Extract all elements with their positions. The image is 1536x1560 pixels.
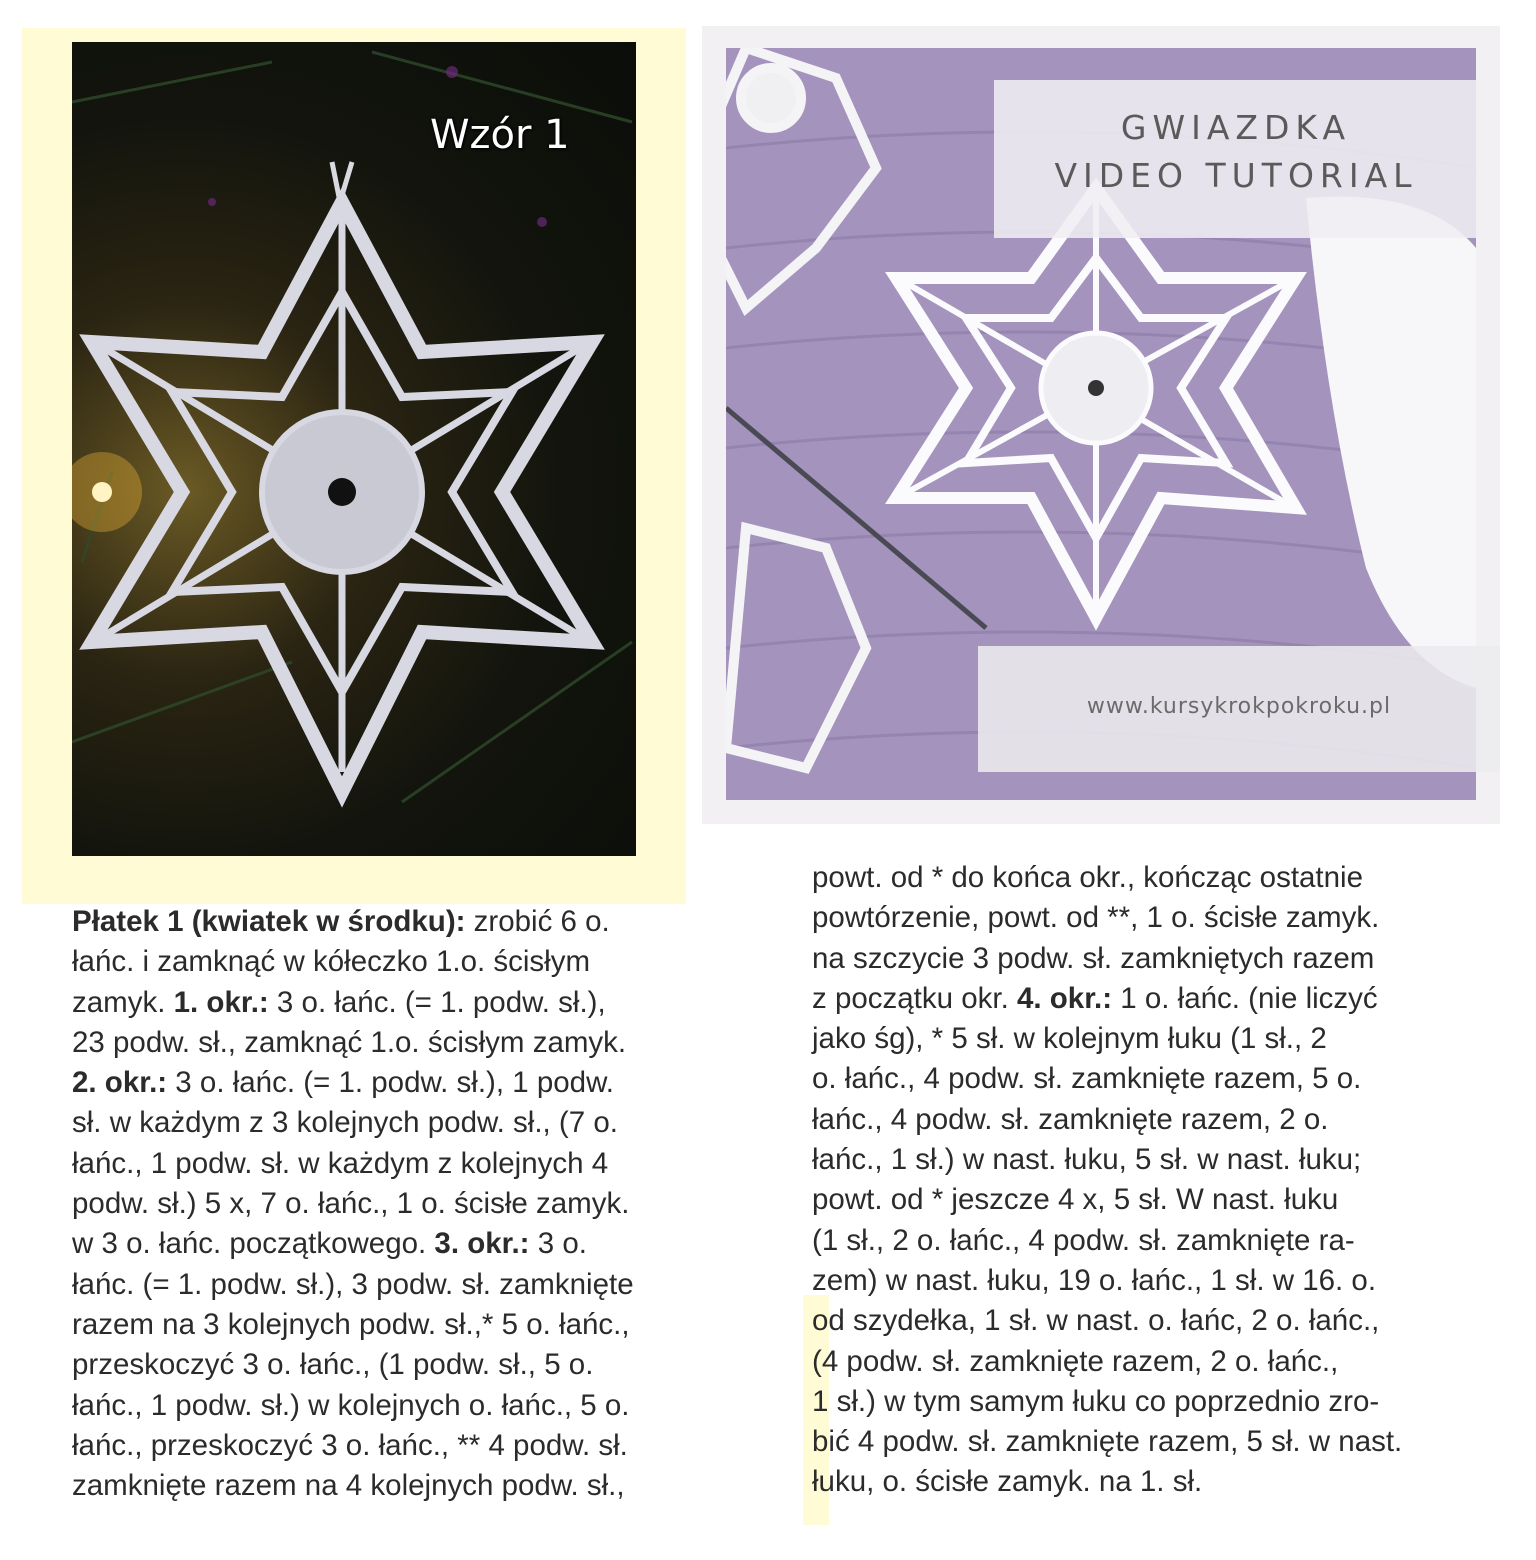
instruction-line (812, 979, 1376, 1019)
instruction-line (812, 1059, 1376, 1099)
instruction-text: powt. od * jeszcze 4 x, 5 sł. W nast. łuku (812, 1183, 1339, 1217)
instruction-text: od szydełka, 1 sł. w nast. o. łańc, 2 o. łańc., (812, 1304, 1380, 1338)
instruction-line (812, 1180, 1376, 1220)
instruction-line (812, 1301, 1380, 1341)
instruction-line (72, 1345, 636, 1385)
instruction-line (812, 898, 1380, 938)
instruction-text: 23 podw. sł., zamknąć 1.o. ścisłym zamyk. (72, 1025, 627, 1059)
instruction-line (72, 902, 636, 942)
instruction-line (812, 1019, 1376, 1059)
instruction-text: w 3 o. łańc. początkowego. (72, 1227, 435, 1261)
instruction-text: bić 4 podw. sł. zamknięte razem, 5 sł. w nast. (812, 1425, 1403, 1459)
instruction-line (812, 1100, 1376, 1140)
instruction-text: łańc. i zamknąć w kółeczko 1.o. ścisłym (72, 945, 591, 979)
round-heading: 2. okr.: (72, 1066, 168, 1100)
instruction-line (72, 1184, 636, 1224)
instruction-line (72, 1224, 636, 1264)
instruction-text: 3 o. (529, 1227, 587, 1261)
instruction-line (72, 1305, 636, 1345)
instruction-line (812, 1382, 1380, 1422)
instruction-text: 1 sł.) w tym samym łuku co poprzednio zro- (812, 1384, 1380, 1418)
instruction-line (812, 858, 1376, 898)
instruction-text: 3 o. łańc. (= 1. podw. sł.), (268, 985, 606, 1019)
instruction-text: o. łańc., 4 podw. sł. zamknięte razem, 5 o. (812, 1062, 1362, 1096)
instruction-text: powt. od * do końca okr., kończąc ostatnie (812, 861, 1363, 894)
tutorial-title-line2: VIDEO TUTORIAL (1054, 156, 1418, 195)
round-heading: 3. okr.: (434, 1227, 530, 1261)
crochet-star-illustration (72, 42, 636, 856)
round-heading: 1. okr.: (173, 985, 269, 1019)
instruction-text: (4 podw. sł. zamknięte razem, 2 o. łańc., (812, 1344, 1339, 1378)
website-url: www.kursykrokpokroku.pl (1086, 694, 1392, 719)
instruction-text: łańc. (= 1. podw. sł.), 3 podw. sł. zamknięte (72, 1267, 634, 1301)
instruction-text: jako śg), * 5 sł. w kolejnym łuku (1 sł., 2 (812, 1022, 1327, 1056)
instruction-line (72, 1023, 636, 1063)
instruction-line (72, 1426, 636, 1466)
instruction-line (812, 1261, 1376, 1301)
instruction-line (72, 983, 636, 1023)
snowflake-photo-left (72, 42, 636, 856)
instruction-text: powtórzenie, powt. od **, 1 o. ścisłe zamyk. (812, 901, 1380, 935)
round-heading: Płatek 1 (kwiatek w środku): (72, 905, 466, 938)
instruction-text: łańc., 4 podw. sł. zamknięte razem, 2 o. (812, 1102, 1329, 1136)
instruction-text: zamknięte razem na 4 kolejnych podw. sł., (72, 1469, 625, 1503)
instruction-text: łańc., 1 podw. sł.) w kolejnych o. łańc., 5 o. (72, 1388, 630, 1422)
instruction-line (72, 942, 636, 982)
instruction-text: (1 sł., 2 o. łańc., 4 podw. sł. zamknięte ra- (812, 1223, 1355, 1257)
instruction-line (812, 1342, 1376, 1382)
instruction-text: podw. sł.) 5 x, 7 o. łańc., 1 o. ścisłe zamyk. (72, 1187, 630, 1221)
instruction-text: łańc., przeskoczyć 3 o. łańc., ** 4 podw. sł. (72, 1428, 628, 1462)
instruction-text: sł. w każdym z 3 kolejnych podw. sł., (7 o. (72, 1106, 618, 1140)
instruction-line (72, 1386, 636, 1426)
instruction-line (812, 1422, 1403, 1462)
instruction-text: razem na 3 kolejnych podw. sł.,* 5 o. łańc., (72, 1307, 630, 1341)
instructions-right-column (812, 858, 1403, 1503)
instruction-text: zem) w nast. łuku, 19 o. łańc., 1 sł. w 16. o. (812, 1263, 1377, 1297)
instruction-text: zamyk. (72, 985, 174, 1019)
instruction-text: przeskoczyć 3 o. łańc., (1 podw. sł., 5 o. (72, 1348, 594, 1382)
instruction-text: zrobić 6 o. (465, 905, 610, 938)
instruction-text: łuku, o. ścisłe zamyk. na 1. sł. (812, 1465, 1203, 1499)
instruction-text: na szczycie 3 podw. sł. zamkniętych razem (812, 941, 1375, 975)
instruction-line (72, 1144, 636, 1184)
round-heading: 4. okr.: (1016, 981, 1113, 1015)
pattern-title: Wzór 1 (430, 112, 570, 158)
instruction-text: łańc., 1 sł.) w nast. łuku, 5 sł. w nast. łuku; (812, 1143, 1362, 1177)
instruction-text: łańc., 1 podw. sł. w każdym z kolejnych 4 (72, 1146, 609, 1180)
instruction-text: 1 o. łańc. (nie liczyć (1112, 981, 1378, 1015)
instruction-line (72, 1103, 636, 1143)
instruction-line (812, 1140, 1376, 1180)
instruction-line (812, 1221, 1376, 1261)
tutorial-title-line1: GWIAZDKA (1120, 108, 1352, 147)
instruction-line (812, 1462, 1376, 1502)
instruction-text: 3 o. łańc. (= 1. podw. sł.), 1 podw. (167, 1066, 614, 1100)
instruction-line (72, 1265, 636, 1305)
instruction-line (72, 1466, 636, 1506)
instruction-line (72, 1063, 636, 1103)
instruction-text: z początku okr. (812, 981, 1017, 1015)
instructions-left-column (72, 902, 636, 1506)
instruction-line (812, 939, 1376, 979)
